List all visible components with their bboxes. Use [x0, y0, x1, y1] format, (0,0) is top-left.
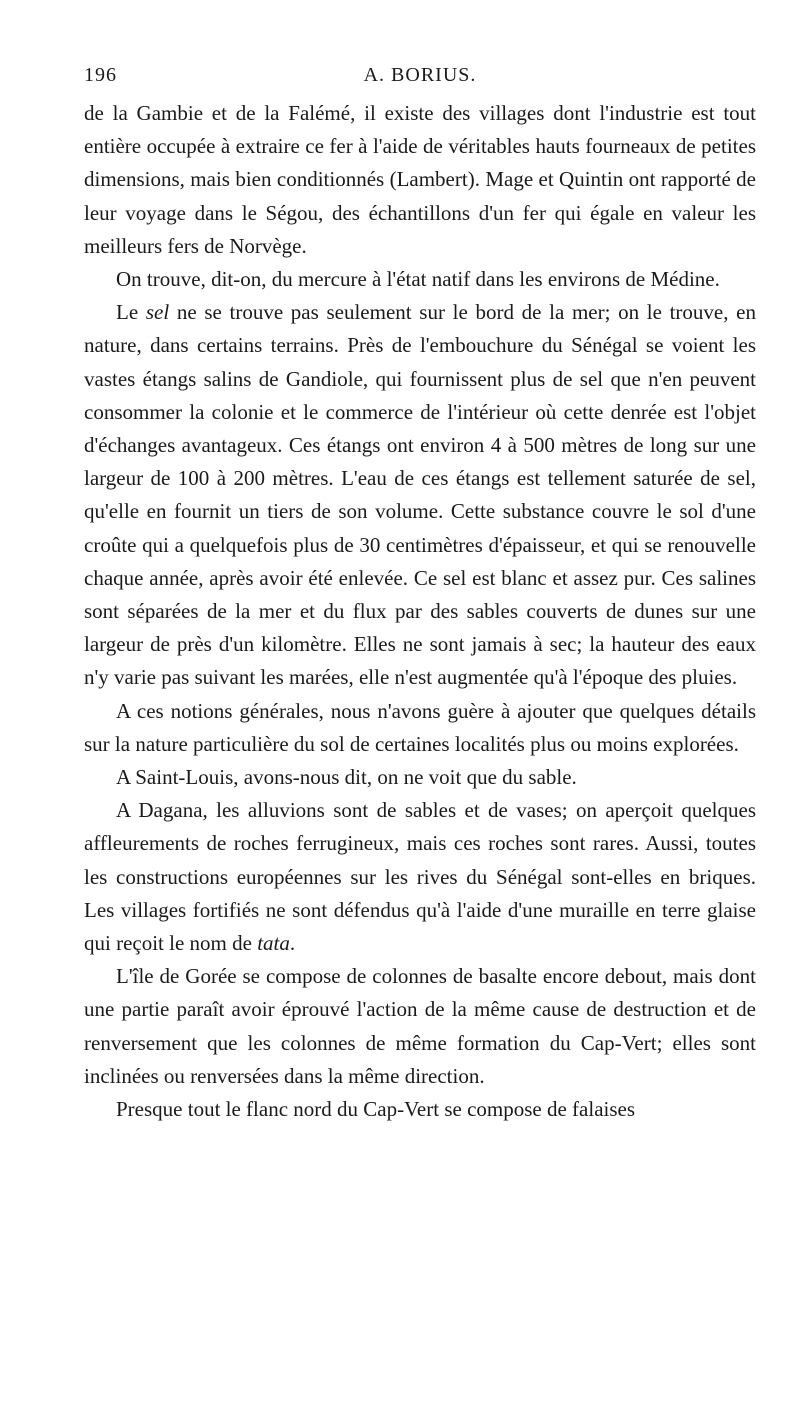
- paragraph-text: A Dagana, les alluvions sont de sables et de vases; on aperçoit quelques affleurements de roches ferrugineux, mais ces roches sont rares. Aussi, toutes les constructions européennes sur les rives du Sénégal sont-elles en briques. Les villages fortifiés ne sont défendus qu'à l'aide d'une muraille en terre glaise qui reçoit le nom de: [84, 798, 756, 956]
- paragraph: [84, 794, 756, 960]
- paragraph: [84, 695, 756, 761]
- italic-term: tata: [257, 931, 290, 956]
- paragraph: [84, 263, 756, 296]
- paragraph: [84, 97, 756, 263]
- paragraph-text: A Saint-Louis, avons-nous dit, on ne voit que du sable.: [116, 765, 577, 790]
- paragraph-text: A ces notions générales, nous n'avons guère à ajouter que quelques détails sur la nature particulière du sol de certaines localités plus ou moins explorées.: [84, 698, 756, 756]
- running-head-author: A. BORIUS.: [363, 64, 477, 86]
- paragraph-text: de la Gambie et de la Falémé, il existe des villages dont l'industrie est tout entière occupée à extraire ce fer à l'aide de véritables hauts fourneaux de petites dimensions, mais bien conditionnés (Lambert). Mage et Quintin ont rapporté de leur voyage dans le Ségou, des échantillons d'un fer qui égale en valeur les meilleurs fers de Norvège.: [84, 101, 756, 258]
- paragraph-tail: .: [289, 931, 296, 956]
- paragraph-text: L'île de Gorée se compose de colonnes de basalte encore debout, mais dont une partie paraît avoir éprouvé l'action de la même cause de destruction et de renversement que les colonnes de même formation du Cap-Vert; elles sont inclinées ou renversées dans la même direction.: [84, 964, 756, 1088]
- italic-term: sel: [145, 300, 170, 325]
- paragraph-text: On trouve, dit-on, du mercure à l'état natif dans les environs de Médine.: [116, 267, 720, 292]
- running-head: [84, 64, 756, 88]
- page-number: 196: [84, 64, 117, 86]
- body-text: [84, 97, 756, 1126]
- paragraph: [84, 1093, 756, 1126]
- paragraph: [84, 761, 756, 794]
- paragraph-text: Presque tout le flanc nord du Cap-Vert se compose de falaises: [116, 1097, 636, 1122]
- paragraph: [84, 296, 756, 694]
- paragraph: [84, 960, 756, 1093]
- paragraph-text: ne se trouve pas seulement sur le bord de la mer; on le trouve, en nature, dans certains terrains. Près de l'embouchure du Sénégal se voient les vastes étangs salins de Gandiole, qui fournissent plus de sel que n'en peuvent consommer la colonie et le commerce de l'intérieur où cette denrée est l'objet d'échanges avantageux. Ces étangs ont environ 4 à 500 mètres de long sur une largeur de 100 à 200 mètres. L'eau de ces étangs est tellement saturée de sel, qu'elle en fournit un tiers de son volume. Cette substance couvre le sol d'une croûte qui a quelquefois plus de 30 centimètres d'épaisseur, et qui se renouvelle chaque année, après avoir été enlevée. Ce sel est blanc et assez pur. Ces salines sont séparées de la mer et du flux par des sables couverts de dunes sur une largeur de près d'un kilomètre. Elles ne sont jamais à sec; la hauteur des eaux n'y varie pas suivant les marées, elle n'est augmentée qu'à l'époque des pluies.: [84, 300, 756, 690]
- paragraph-lead: Le: [116, 300, 146, 325]
